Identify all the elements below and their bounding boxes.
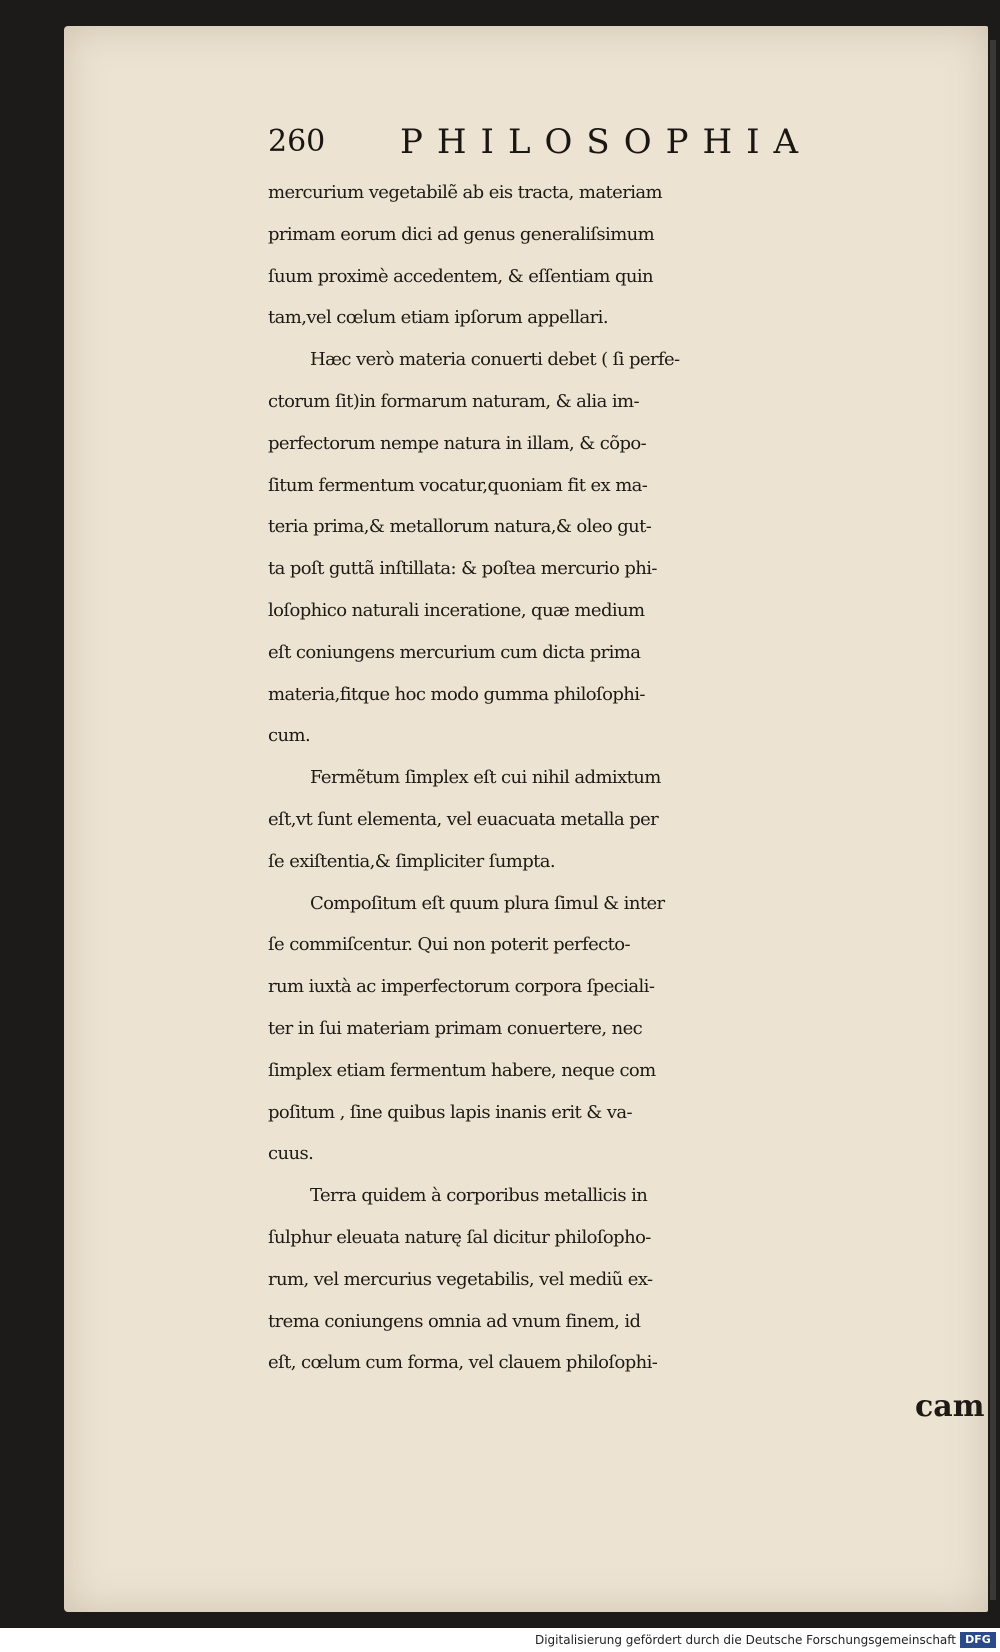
dfg-logo: DFG <box>960 1632 996 1648</box>
running-head <box>268 118 888 166</box>
text-line: eſt,vt ſunt elementa, vel euacuata metalla per <box>268 808 659 830</box>
text-line: ta poſt guttã inſtillata: & poſtea mercurio phi- <box>268 558 657 580</box>
text-block <box>268 172 988 1384</box>
text-line: Compoſitum eſt quum plura ſimul & inter <box>310 892 665 914</box>
text-line: ſitum fermentum vocatur,quoniam fit ex ma- <box>268 474 648 496</box>
text-line: Fermẽtum ſimplex eſt cui nihil admixtum <box>310 767 661 789</box>
page-edge <box>990 40 996 1600</box>
text-line: primam eorum dici ad genus generaliſsimum <box>268 223 655 245</box>
text-line: rum iuxtà ac imperfectorum corpora ſpeciali- <box>268 976 655 998</box>
text-line: cum. <box>268 725 311 747</box>
text-line: trema coniungens omnia ad vnum finem, id <box>268 1310 641 1332</box>
funding-credit: Digitalisierung gefördert durch die Deutsche Forschungsgemeinschaft <box>534 1633 956 1647</box>
footer-bar <box>0 1628 1000 1652</box>
text-line: ter in ſui materiam primam conuertere, nec <box>268 1017 643 1039</box>
text-line: ſuum proximè accedentem, & eſſentiam quin <box>268 265 654 287</box>
text-line: Hæc verò materia conuerti debet ( ſi perfe- <box>310 349 680 371</box>
text-line: perfectorum nempe natura in illam, & cõpo- <box>268 432 647 454</box>
text-line: mercurium vegetabilẽ ab eis tracta, materiam <box>268 182 662 203</box>
text-line: teria prima,& metallorum natura,& oleo gut- <box>268 516 652 538</box>
text-line: ſe exiſtentia,& ſimpliciter ſumpta. <box>268 850 556 872</box>
text-line: ctorum ſit)in formarum naturam, & alia im- <box>268 390 639 412</box>
text-line: tam,vel cœlum etiam ipſorum appellari. <box>268 307 608 329</box>
text-line: ſulphur eleuata naturę ſal dicitur philoſopho- <box>268 1226 651 1248</box>
text-line: poſitum , ſine quibus lapis inanis erit & va- <box>268 1101 632 1123</box>
text-line: rum, vel mercurius vegetabilis, vel mediũ ex- <box>268 1268 653 1290</box>
text-line: ſe commiſcentur. Qui non poterit perfecto- <box>268 934 630 956</box>
text-line: materia,fitque hoc modo gumma philoſophi- <box>268 683 645 705</box>
catchword: cam <box>915 1389 985 1424</box>
page-number: 260 <box>268 124 326 159</box>
text-line: loſophico naturali inceratione, quæ medium <box>268 599 645 621</box>
text-line: eſt, cœlum cum forma, vel clauem philoſophi- <box>268 1352 658 1374</box>
text-line: ſimplex etiam fermentum habere, neque com <box>268 1059 656 1081</box>
text-line: Terra quidem à corporibus metallicis in <box>310 1185 648 1207</box>
text-line: cuus. <box>268 1143 314 1165</box>
text-line: eſt coniungens mercurium cum dicta prima <box>268 641 641 663</box>
running-title: PHILOSOPHIA <box>400 122 813 162</box>
